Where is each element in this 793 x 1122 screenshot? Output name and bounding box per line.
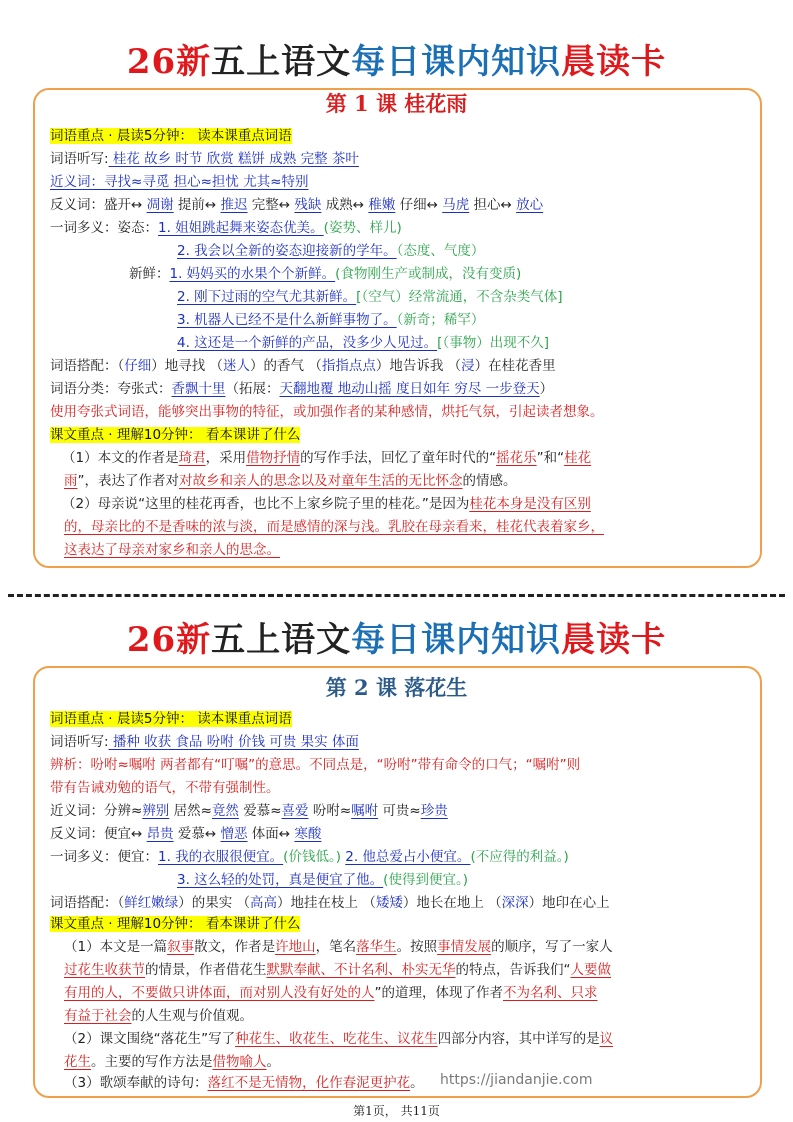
text: （2）母亲说“这里的桂花再香，也比不上家乡院子里的桂花。”是因为	[62, 496, 470, 512]
key: 事情发展	[437, 939, 492, 955]
card2-synonyms	[50, 801, 753, 821]
antonym: 稚嫩	[368, 197, 396, 213]
label: 词语搭配：（	[50, 358, 125, 374]
text: 仔细↔	[395, 197, 443, 213]
dictation-words: 桂花 故乡 时节 欣赏 糕饼 成熟 完整 茶叶	[108, 151, 359, 167]
text: ”，表达了作者对	[77, 473, 179, 489]
meaning: (食物刚生产或制成，没有变质)	[335, 266, 522, 282]
key: 落华生	[356, 939, 397, 955]
analysis-text: 带有告诫劝勉的语气，不带有强制性。	[50, 780, 280, 796]
antonym: 推迟	[220, 197, 248, 213]
card1-title	[0, 40, 793, 84]
label: 词语听写:	[50, 734, 109, 750]
antonym: 残缺	[294, 197, 322, 213]
card1-classification	[50, 379, 753, 399]
antonym: 憎恶	[220, 826, 248, 842]
text: ）的香气 （	[250, 358, 322, 374]
card2-para1	[64, 937, 753, 957]
label: 词语听写:	[50, 151, 109, 167]
card2-para3	[64, 1073, 753, 1093]
key: 议	[599, 1031, 614, 1047]
text: ）的果实 （	[178, 895, 251, 911]
antonym: 昂贵	[146, 826, 174, 842]
text: （3）歌颂奉献的诗句：	[64, 1075, 208, 1091]
key: 的，母亲比的不是香味的浓与淡，而是感情的深与浅。乳胶在母亲看来，桂花代表着家乡，	[64, 519, 604, 535]
meaning: (姿势、样儿)	[323, 220, 402, 236]
card2-analysis	[50, 755, 753, 775]
meaning: (价钱低。)	[283, 849, 341, 865]
text: ）地长在地上 （	[402, 895, 502, 911]
key: 落红不是无情物，化作春泥更护花	[207, 1075, 411, 1091]
text: （2）课文围绕“落花生”写了	[64, 1031, 236, 1047]
analysis-text: 辨析：吩咐≈嘱咐 两者都有“叮嘱”的意思。不同点是，“吩咐”带有命令的口气；“嘱咐”则	[50, 757, 581, 773]
meaning: [（空气）经常流通，不含杂类气体]	[356, 289, 563, 305]
key: 琦君	[178, 450, 206, 466]
word: 天翻地覆 地动山摇 度日如年 穷尽 一步登天	[279, 381, 540, 397]
word: 浸	[461, 358, 475, 374]
card2-polysemy-2	[177, 870, 753, 890]
text: 的情感。	[462, 473, 517, 489]
example: 3. 这么轻的处罚，真是便宜了他。	[177, 872, 384, 888]
card1-para2-cont	[64, 517, 753, 537]
card2-para2-cont	[64, 1052, 753, 1072]
section-heading: 词语重点 · 晨读5分钟： 读本课重点词语	[50, 711, 292, 727]
card2-collocation	[50, 893, 753, 913]
meaning: （新奇；稀罕）	[396, 312, 485, 328]
card2-section-text	[50, 914, 753, 934]
card2-title	[0, 618, 793, 662]
key: 这表达了母亲对家乡和亲人的思念。	[64, 542, 280, 558]
text: ）地印在心上	[528, 895, 610, 911]
key: 不为名利、只求	[503, 985, 598, 1001]
section-heading: 课文重点 · 理解10分钟： 看本课讲了什么	[50, 916, 301, 932]
text: 。按照	[396, 939, 438, 955]
card1-lesson-title: 第 1 课 桂花雨	[325, 91, 468, 116]
label: 新鲜：	[129, 266, 170, 282]
text: ，笔名	[315, 939, 357, 955]
text: ”和“	[536, 450, 565, 466]
text: 的特点，告诉我们“	[455, 962, 571, 978]
key: 桂花	[564, 450, 592, 466]
antonym: 凋谢	[146, 197, 174, 213]
page-footer: 第1页， 共11页	[353, 1104, 440, 1118]
card1-para1	[62, 448, 753, 468]
card1-section-vocab	[50, 126, 753, 146]
example: 4. 这还是一个新鲜的产品，没多少人见过。	[177, 335, 438, 351]
key: 借物喻人	[212, 1054, 267, 1070]
meaning: （态度、气度）	[396, 243, 485, 259]
text: ）地挂在枝上 （	[277, 895, 376, 911]
text: 爱慕↔	[173, 826, 221, 842]
label: 一词多义：姿态：	[50, 220, 158, 236]
synonym: 珍贵	[420, 803, 448, 819]
example: 2. 刚下过雨的空气尤其新鲜。	[177, 289, 357, 305]
card1-polysemy-4	[177, 287, 753, 307]
text: 散文，作者是	[194, 939, 276, 955]
label: 词语分类：夸张式：	[50, 381, 172, 397]
text: （1）本文的作者是	[62, 450, 179, 466]
section-heading: 词语重点 · 晨读5分钟： 读本课重点词语	[50, 128, 292, 144]
key: 过花生收获节	[64, 962, 145, 978]
text: 居然≈	[169, 803, 212, 819]
text: 的写作手法，回忆了童年时代的“	[300, 450, 497, 466]
card1-polysemy-6	[177, 333, 753, 353]
key: 许地山	[275, 939, 316, 955]
key: 人要做	[570, 962, 611, 978]
text: ）地告诉我 （	[375, 358, 462, 374]
watermark: https://jiandanjie.com	[440, 1072, 593, 1088]
example: 3. 机器人已经不是什么新鲜事物了。	[177, 312, 397, 328]
text: （1）本文是一篇	[64, 939, 168, 955]
text: 爱慕≈	[238, 803, 282, 819]
example: 1. 妈妈买的水果个个新鲜。	[169, 266, 336, 282]
card1-polysemy-5	[177, 310, 753, 330]
card1-note	[50, 402, 753, 422]
text: 成熟↔	[321, 197, 369, 213]
text: ）在桂花香里	[474, 358, 556, 374]
word: 鲜红嫩绿	[124, 895, 179, 911]
meaning: (不应得的利益。)	[470, 849, 569, 865]
text: 。	[266, 1054, 280, 1070]
text: 提前↔	[173, 197, 221, 213]
label: 词语搭配：（	[50, 895, 125, 911]
label: 一词多义：便宜：	[50, 849, 158, 865]
title-part: 五上语文	[211, 42, 352, 82]
title-part: 五上语文	[211, 620, 352, 660]
card1-synonyms	[50, 172, 753, 192]
text: 担心↔	[469, 197, 517, 213]
meaning: [（事物）出现不久]	[437, 335, 549, 351]
card2-analysis-cont	[50, 778, 753, 798]
card2-para2	[64, 1029, 753, 1049]
card2-para1-cont2	[64, 983, 753, 1003]
synonym: 竟然	[211, 803, 239, 819]
text: 四部分内容，其中详写的是	[437, 1031, 600, 1047]
card1-para1-cont	[64, 471, 753, 491]
card2-polysemy-1	[50, 847, 753, 867]
dashed-divider	[8, 594, 785, 597]
antonym: 寒酸	[294, 826, 322, 842]
key: 借物抒情	[246, 450, 301, 466]
text: 。	[410, 1075, 424, 1091]
card2-dictation	[50, 732, 753, 752]
text: ）地寻找 （	[151, 358, 224, 374]
text: （拓展：	[225, 381, 280, 397]
title-part: 26新	[126, 42, 212, 82]
key: 雨	[64, 473, 78, 489]
text: ，采用	[205, 450, 247, 466]
text: 的顺序，写了一家人	[491, 939, 613, 955]
label: 近义词：分辨≈	[50, 803, 143, 819]
example: 1. 我的衣服很便宜。	[158, 849, 284, 865]
word: 高高	[250, 895, 278, 911]
key: 默默奉献、不计名利、朴实无华	[266, 962, 456, 978]
card1-para2	[62, 494, 753, 514]
title-part: 晨读卡	[561, 620, 667, 660]
text: 的情景，作者借花生	[145, 962, 267, 978]
card1-antonyms	[50, 195, 753, 215]
section-heading: 课文重点 · 理解10分钟： 看本课讲了什么	[50, 427, 301, 443]
synonym: 辨别	[142, 803, 170, 819]
text: 完整↔	[247, 197, 295, 213]
card1-para2-cont2	[64, 540, 753, 560]
text: 可贵≈	[378, 803, 421, 819]
synonym: 嘱咐	[351, 803, 379, 819]
synonyms-text: 近义词：寻找≈寻觅 担心≈担忧 尤其≈特别	[50, 174, 309, 190]
label: 反义词：便宜↔	[50, 826, 147, 842]
word: 仔细	[124, 358, 152, 374]
key: 有益于社会	[64, 1008, 132, 1024]
word: 迷人	[223, 358, 251, 374]
card2-antonyms	[50, 824, 753, 844]
key: 有用的人，不要做只讲体面，而对别人没有好处的人	[64, 985, 375, 1001]
card2-para1-cont3	[64, 1006, 753, 1026]
text: 的人生观与价值观。	[131, 1008, 253, 1024]
key: 对故乡和亲人的思念以及对童年生活的无比怀念	[179, 473, 463, 489]
card1-collocation	[50, 356, 753, 376]
key: 桂花本身是没有区别	[469, 496, 591, 512]
card1-polysemy-2	[177, 241, 753, 261]
word: 指指点点	[321, 358, 376, 374]
key: 种花生、收花生、吃花生、议花生	[235, 1031, 438, 1047]
meaning: (使得到便宜。)	[383, 872, 468, 888]
antonym: 马虎	[442, 197, 470, 213]
key: 花生	[64, 1054, 91, 1070]
word: 香飘十里	[171, 381, 226, 397]
label: 反义词：盛开↔	[50, 197, 147, 213]
title-part: 每日课内知识	[351, 42, 562, 82]
example: 2. 我会以全新的姿态迎接新的学年。	[177, 243, 397, 259]
example: 1. 姐姐跳起舞来姿态优美。	[158, 220, 324, 236]
word: 深深	[501, 895, 529, 911]
text: 吩咐≈	[308, 803, 352, 819]
title-part: 晨读卡	[561, 42, 667, 82]
card2-lesson-title: 第 2 课 落花生	[325, 675, 468, 700]
text: ”的道理，体现了作者	[374, 985, 503, 1001]
word: 矮矮	[375, 895, 403, 911]
text: 体面↔	[247, 826, 295, 842]
card1-polysemy-3	[129, 264, 753, 284]
title-part: 每日课内知识	[351, 620, 562, 660]
note-text: 使用夸张式词语，能够突出事物的特征，或加强作者的某种感情，烘托气氛，引起读者想象。	[50, 404, 604, 420]
title-part: 26新	[126, 620, 212, 660]
card2-para1-cont	[64, 960, 753, 980]
card1-section-text	[50, 425, 753, 445]
text: ）	[539, 381, 554, 397]
key: 摇花乐	[496, 450, 537, 466]
text: 。主要的写作方法是	[91, 1054, 213, 1070]
example: 2. 他总爱占小便宜。	[345, 849, 471, 865]
key: 叙事	[167, 939, 195, 955]
synonym: 喜爱	[281, 803, 309, 819]
antonym: 放心	[516, 197, 544, 213]
card1-dictation	[50, 149, 753, 169]
card1-polysemy-1	[50, 218, 753, 238]
card2-section-vocab	[50, 709, 753, 729]
dictation-words: 播种 收获 食品 吩咐 价钱 可贵 果实 体面	[108, 734, 359, 750]
